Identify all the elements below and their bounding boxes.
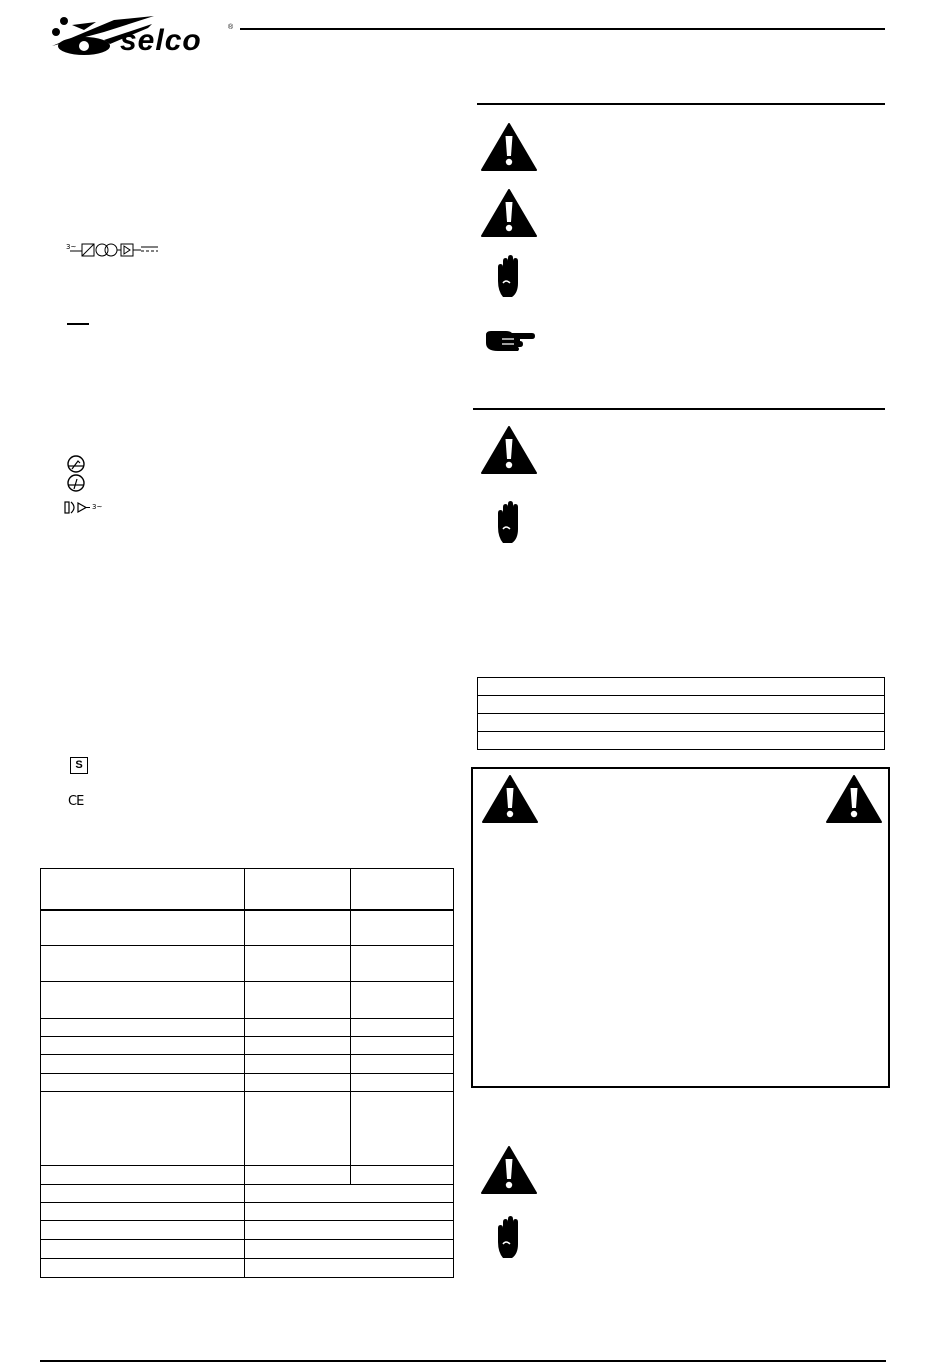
table-cell (41, 1203, 245, 1221)
small-table (477, 677, 885, 750)
warning-triangle-icon (480, 425, 538, 475)
table-cell (41, 982, 245, 1019)
ce-mark-icon: CE (68, 794, 84, 809)
table-cell (41, 1240, 245, 1259)
table-cell (351, 1019, 454, 1037)
table-cell (41, 1055, 245, 1074)
table-row (478, 696, 885, 714)
table-row (478, 714, 885, 732)
pointing-hand-icon (484, 327, 536, 355)
table-row (41, 1203, 454, 1221)
registered-mark: ® (228, 24, 234, 31)
table-cell (41, 1019, 245, 1037)
table-cell (41, 1185, 245, 1203)
table-cell (41, 946, 245, 982)
table-row (478, 732, 885, 750)
warning-triangle-icon (480, 122, 538, 172)
table-cell (41, 1259, 245, 1278)
section-rule (473, 408, 885, 410)
table-cell (41, 1037, 245, 1055)
table-cell (351, 910, 454, 946)
table-row (41, 1259, 454, 1278)
table-cell (244, 1259, 454, 1278)
table-cell (244, 1166, 351, 1185)
table-row (478, 678, 885, 696)
table-cell (41, 1166, 245, 1185)
stop-hand-icon (494, 253, 524, 299)
table-row (41, 1221, 454, 1240)
footer-rule (40, 1360, 886, 1362)
table-cell (244, 1203, 454, 1221)
table-cell (41, 869, 245, 910)
table-cell (351, 982, 454, 1019)
table-cell (244, 869, 351, 910)
table-cell (351, 869, 454, 910)
table-cell (478, 678, 885, 696)
tig-torch-symbol-icon (62, 474, 92, 492)
table-cell (351, 1166, 454, 1185)
table-cell (478, 714, 885, 732)
wire-feeder-symbol-icon (64, 500, 114, 516)
table-cell (244, 1185, 454, 1203)
table-cell (478, 696, 885, 714)
table-row (41, 1092, 454, 1166)
table-cell (244, 1240, 454, 1259)
table-cell (41, 910, 245, 946)
table-cell (41, 1221, 245, 1240)
table-cell (351, 1037, 454, 1055)
wire-feeder-label: 3~ (92, 503, 103, 511)
table-cell (244, 1037, 351, 1055)
technical-data-table (40, 868, 454, 1278)
mig-torch-symbol-icon (62, 455, 92, 473)
table-row (41, 1074, 454, 1092)
table-row (41, 869, 454, 910)
table-cell (244, 1092, 351, 1166)
table-cell (244, 910, 351, 946)
stop-hand-icon (494, 499, 524, 545)
table-row (41, 1037, 454, 1055)
table-cell (244, 982, 351, 1019)
table-cell (41, 1092, 245, 1166)
section-rule (477, 103, 885, 105)
table-cell (244, 1055, 351, 1074)
table-row (41, 1019, 454, 1037)
table-row (41, 1240, 454, 1259)
table-cell (351, 1074, 454, 1092)
table-cell (351, 946, 454, 982)
warning-triangle-icon (480, 188, 538, 238)
s-mark-icon (70, 757, 88, 774)
table-cell (351, 1055, 454, 1074)
svg-text:3~: 3~ (66, 243, 77, 251)
header-rule (240, 28, 885, 30)
warning-box (471, 767, 890, 1088)
table-cell (478, 732, 885, 750)
table-row (41, 910, 454, 946)
table-row (41, 1055, 454, 1074)
table-cell (41, 1074, 245, 1092)
table-row (41, 1166, 454, 1185)
table-row (41, 946, 454, 982)
table-cell (244, 1074, 351, 1092)
s-mark-label: S (75, 759, 83, 771)
table-cell (244, 1019, 351, 1037)
table-cell (244, 1221, 454, 1240)
dc-symbol-icon (67, 323, 89, 325)
table-cell (351, 1092, 454, 1166)
table-row (41, 982, 454, 1019)
stop-hand-icon (494, 1214, 524, 1260)
brand-name: selco (120, 24, 202, 57)
warning-triangle-icon (481, 774, 539, 824)
warning-triangle-icon (825, 774, 883, 824)
table-cell (244, 946, 351, 982)
warning-triangle-icon (480, 1145, 538, 1195)
power-source-symbol-icon (66, 240, 162, 260)
table-row (41, 1185, 454, 1203)
